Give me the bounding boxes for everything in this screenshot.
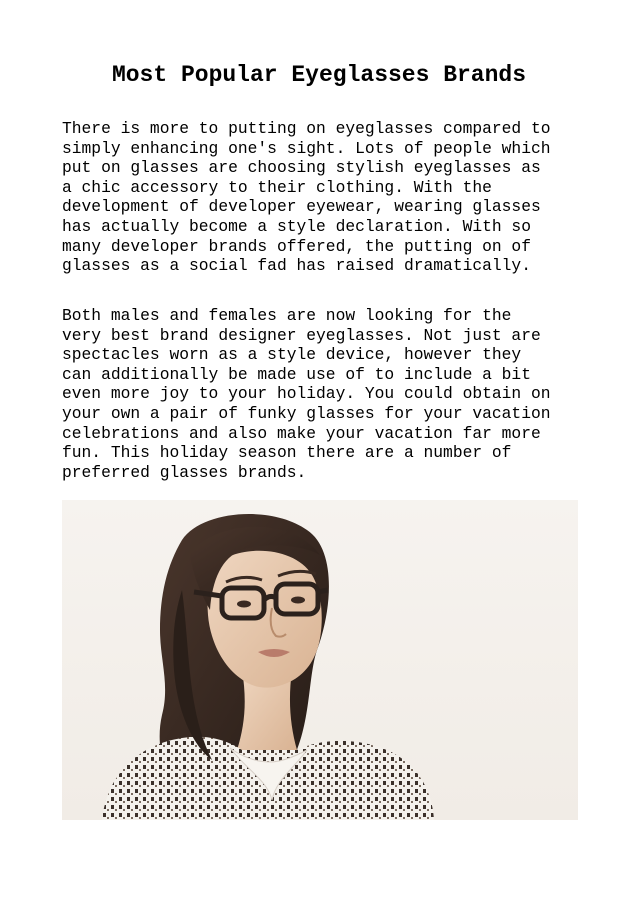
- paragraph-line: glasses as a social fad has raised dramatically.: [62, 256, 531, 276]
- paragraph-line: has actually become a style declaration. With so: [62, 216, 531, 236]
- paragraph-line: spectacles worn as a style device, however they: [62, 345, 522, 365]
- paragraph-line: a chic accessory to their clothing. With the: [62, 177, 492, 197]
- paragraph-line: Both males and females are now looking for the: [62, 306, 512, 325]
- paragraph-line: simply enhancing one's sight. Lots of people which: [62, 138, 551, 158]
- paragraph-line: fun. This holiday season there are a number of: [62, 443, 512, 463]
- paragraph-intro: [62, 119, 582, 276]
- paragraph-line: even more joy to your holiday. You could obtain on: [62, 384, 551, 404]
- paragraph-line: your own a pair of funky glasses for your vacation: [62, 403, 551, 423]
- paragraph-line: celebrations and also make your vacation far more: [62, 423, 541, 443]
- paragraph-line: put on glasses are choosing stylish eyeglasses as: [62, 158, 541, 178]
- woman-portrait-illustration: [62, 500, 578, 820]
- paragraph-brands: [62, 306, 582, 482]
- paragraph-line: There is more to putting on eyeglasses compared to: [62, 119, 551, 138]
- paragraph-line: very best brand designer eyeglasses. Not just are: [62, 325, 541, 345]
- page-title: Most Popular Eyeglasses Brands: [111, 62, 527, 88]
- paragraph-line: can additionally be made use of to include a bit: [62, 364, 531, 384]
- paragraph-line: preferred glasses brands.: [62, 462, 307, 482]
- paragraph-line: many developer brands offered, the putting on of: [62, 236, 531, 256]
- woman-with-glasses-photo: [62, 500, 578, 820]
- paragraph-line: development of developer eyewear, wearing glasses: [62, 197, 541, 217]
